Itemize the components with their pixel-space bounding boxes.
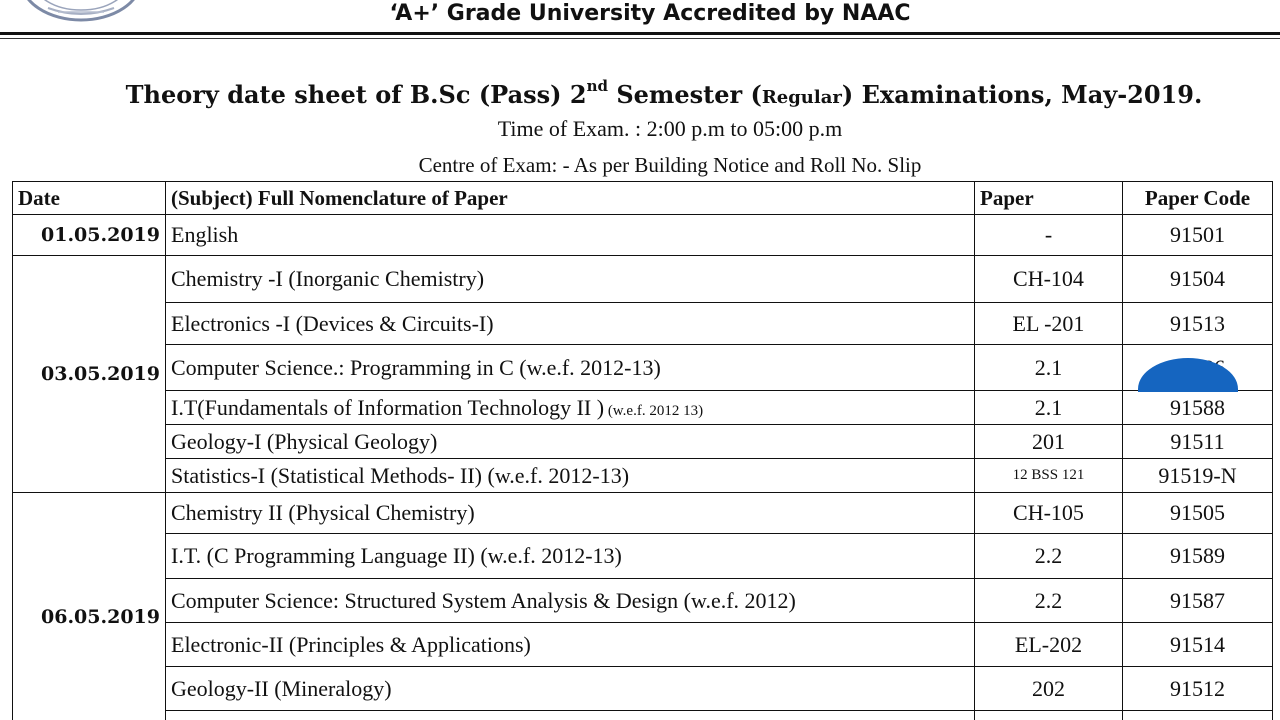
header-paper-code: Paper Code [1123, 182, 1273, 215]
subject-cell: Geology-II (Mineralogy) [166, 667, 975, 711]
paper-code-cell: 91514 [1123, 623, 1273, 667]
date-sheet-title [24, 73, 1280, 114]
paper-cell: 2.2 [975, 534, 1123, 579]
paper-cell: 2.1 [975, 391, 1123, 425]
subject-cell: Electronics -I (Devices & Circuits-I) [166, 303, 975, 345]
title-regular-word: Regular [761, 87, 842, 108]
paper-cell: 202 [975, 667, 1123, 711]
paper-code-cell: 91589 [1123, 534, 1273, 579]
paper-cell: 2.1 [975, 345, 1123, 391]
exam-date-cell: 06.05.2019 [13, 493, 166, 720]
paper-code-cell: 91519-N [1123, 459, 1273, 493]
table-row [13, 215, 1273, 256]
subject-cell [166, 391, 975, 425]
paper-cell: 12 BSS 121 [975, 459, 1123, 493]
subject-wef-note: (w.e.f. 2012 13) [604, 402, 704, 419]
table-row [13, 256, 1273, 303]
paper-cell: CH-104 [975, 256, 1123, 303]
header-paper: Paper [975, 182, 1123, 215]
title-prefix: Theory date sheet of B.Sc (Pass) 2 [125, 80, 587, 109]
paper-cell: EL-202 [975, 623, 1123, 667]
table-row [13, 459, 1273, 493]
table-row [13, 493, 1273, 534]
exam-centre-line: Centre of Exam: - As per Building Notice and Roll No. Slip [418, 153, 922, 177]
paper-code-cell: 91501 [1123, 215, 1273, 256]
subject-cell: Statistics-I (Statistical Methods- II) (w.e.f. 2012-13) [166, 459, 975, 493]
paper-cell-cut-off [975, 711, 1123, 720]
exam-time-line: Time of Exam. : 2:00 p.m to 05:00 p.m [497, 116, 843, 141]
paper-code-cell: 91504 [1123, 256, 1273, 303]
header-rule-thin [0, 38, 1280, 39]
table-header-row [13, 182, 1273, 215]
header-date: Date [13, 182, 166, 215]
subject-cell: I.T. (C Programming Language II) (w.e.f. 2012-13) [166, 534, 975, 579]
table-row [13, 623, 1273, 667]
header-subject: (Subject) Full Nomenclature of Paper [166, 182, 975, 215]
exam-date-cell: 01.05.2019 [13, 215, 166, 256]
subject-cell: Chemistry -I (Inorganic Chemistry) [166, 256, 975, 303]
paper-code-cell: 91511 [1123, 425, 1273, 459]
subject-cell: English [166, 215, 975, 256]
subject-text: I.T(Fundamentals of Information Technology II ) [171, 394, 605, 420]
table-row [13, 534, 1273, 579]
paper-cell: - [975, 215, 1123, 256]
header-rule-thick [0, 32, 1280, 35]
paper-code-cell-cut-off [1123, 711, 1273, 720]
table-row [13, 579, 1273, 623]
exam-date-cell: 03.05.2019 [13, 256, 166, 493]
table-row [13, 345, 1273, 391]
paper-code-cell: 91512 [1123, 667, 1273, 711]
subject-cell: Chemistry II (Physical Chemistry) [166, 493, 975, 534]
subject-cell: Computer Science: Structured System Analysis & Design (w.e.f. 2012) [166, 579, 975, 623]
paper-cell: 2.2 [975, 579, 1123, 623]
table-row [13, 391, 1273, 425]
table-row [13, 425, 1273, 459]
table-row [13, 303, 1273, 345]
paper-code-cell: 91588 [1123, 391, 1273, 425]
date-sheet-table [12, 181, 1273, 720]
subject-cell-cut-off [166, 711, 975, 720]
title-suffix: ) Examinations, May-2019. [841, 80, 1203, 109]
title-middle: Semester ( [607, 80, 762, 109]
paper-code-cell: 91505 [1123, 493, 1273, 534]
paper-cell: CH-105 [975, 493, 1123, 534]
paper-cell: 201 [975, 425, 1123, 459]
paper-code-cell: 91587 [1123, 579, 1273, 623]
table-row [13, 667, 1273, 711]
paper-cell: EL -201 [975, 303, 1123, 345]
subject-cell: Geology-I (Physical Geology) [166, 425, 975, 459]
subject-cell: Electronic-II (Principles & Applications) [166, 623, 975, 667]
table-row-partial [13, 711, 1273, 720]
subject-cell: Computer Science.: Programming in C (w.e.f. 2012-13) [166, 345, 975, 391]
title-superscript: nd [586, 77, 608, 95]
paper-code-cell: 91513 [1123, 303, 1273, 345]
accreditation-heading: ‘A+’ Grade University Accredited by NAAC [389, 1, 911, 26]
